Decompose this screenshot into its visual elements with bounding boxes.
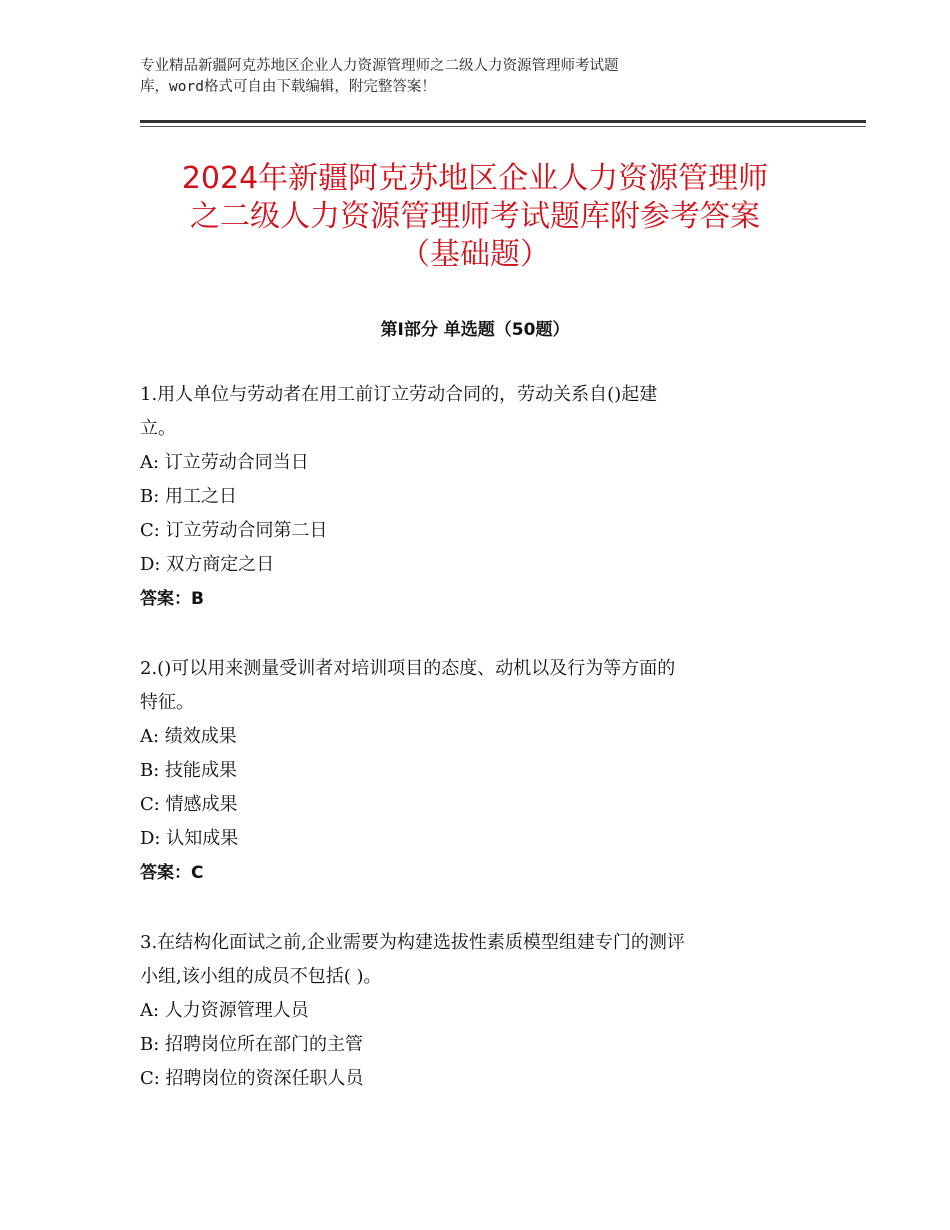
document-title [100, 160, 850, 274]
option-a: A: 订立劳动合同当日 [140, 452, 309, 473]
header-note-line: 专业精品新疆阿克苏地区企业人力资源管理师之二级人力资源管理师考试题 [140, 58, 619, 74]
option-b: B: 技能成果 [140, 760, 238, 781]
option-d: D: 双方商定之日 [140, 554, 275, 575]
document-header-note [140, 56, 800, 98]
answer-label: 答案：B [140, 589, 204, 609]
answer-label: 答案：C [140, 863, 204, 883]
title-line: 2024年新疆阿克苏地区企业人力资源管理师 [181, 161, 769, 196]
option-c: C: 情感成果 [140, 794, 238, 815]
question-stem: 特征。 [140, 692, 194, 713]
option-d: D: 认知成果 [140, 828, 239, 849]
header-divider-thick [140, 120, 866, 123]
title-line: （基础题） [400, 237, 550, 272]
option-a: A: 绩效成果 [140, 726, 237, 747]
header-divider-thin [140, 126, 866, 127]
question-item [140, 652, 820, 890]
section-heading: 第Ⅰ部分 单选题（50题） [380, 320, 570, 340]
option-a: A: 人力资源管理人员 [140, 1000, 309, 1021]
question-item [140, 926, 820, 1096]
question-stem: 小组,该小组的成员不包括( )。 [140, 966, 382, 987]
option-b: B: 用工之日 [140, 486, 238, 507]
option-c: C: 订立劳动合同第二日 [140, 520, 328, 541]
question-stem: 1.用人单位与劳动者在用工前订立劳动合同的，劳动关系自()起建 [140, 384, 658, 405]
question-stem: 立。 [140, 418, 176, 439]
title-line: 之二级人力资源管理师考试题库附参考答案 [190, 199, 760, 234]
question-stem: 2.()可以用来测量受训者对培训项目的态度、动机以及行为等方面的 [140, 658, 676, 679]
question-stem: 3.在结构化面试之前,企业需要为构建选拔性素质模型组建专门的测评 [140, 932, 685, 953]
option-c: C: 招聘岗位的资深任职人员 [140, 1068, 364, 1089]
question-item [140, 378, 820, 616]
option-b: B: 招聘岗位所在部门的主管 [140, 1034, 364, 1055]
header-note-line: 库，word格式可自由下载编辑，附完整答案！ [140, 79, 436, 95]
